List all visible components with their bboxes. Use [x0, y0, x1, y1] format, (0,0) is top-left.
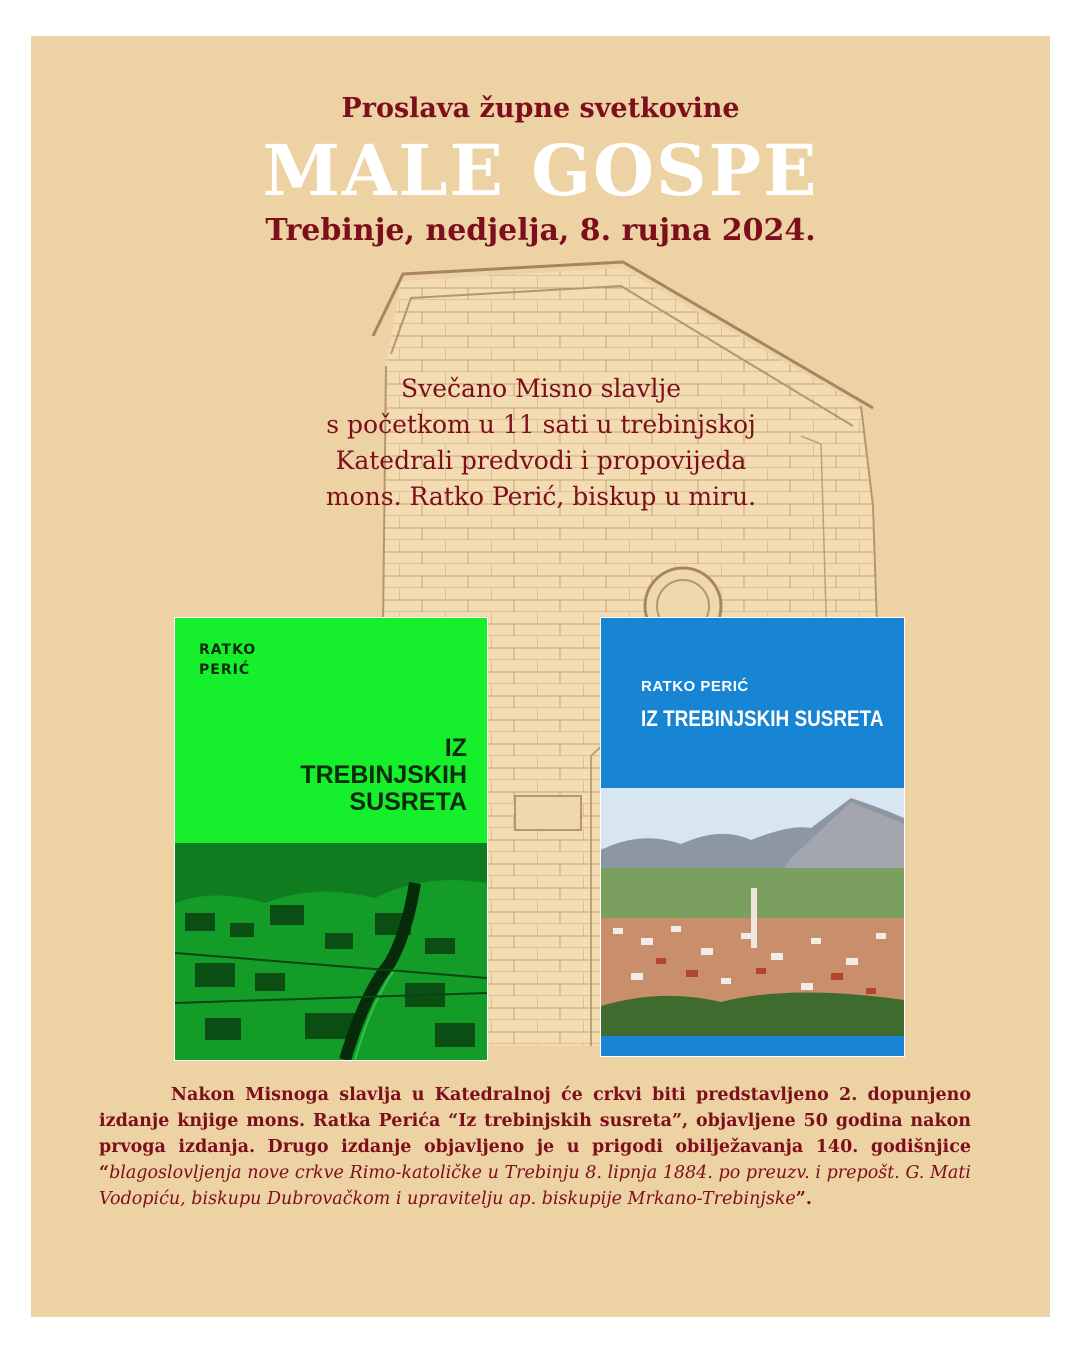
book-first-author-first: RATKO [199, 642, 257, 658]
paragraph-quote: blagoslovljenja nove crkve Rimo-katoličke u Trebinju 8. lipnja 1884. po preuzv. i prepošt. G. Mati Vodopiću, biskupu Dubrovačkom i upravitelju ap. biskupije Mrkano-Trebinjske [99, 1163, 971, 1209]
feast-name: MALE GOSPE [262, 129, 819, 212]
book-cover-second-edition [601, 618, 904, 1056]
paragraph-end: ”. [795, 1189, 812, 1209]
mass-line-2: s početkom u 11 sati u trebinjskoj [326, 410, 756, 439]
book-second-author: RATKO PERIĆ [641, 678, 749, 695]
mass-line-4: mons. Ratko Perić, biskup u miru. [325, 482, 757, 511]
book-first-title-3: SUSRETA [349, 788, 467, 816]
poster [31, 36, 1050, 1317]
book-first-title-2: TREBINJSKIH [300, 761, 467, 789]
book-first-title-1: IZ [444, 734, 467, 762]
book-second-town-photo [601, 788, 904, 1036]
presentation-paragraph [99, 1082, 971, 1212]
book-second-title: IZ TREBINJSKIH SUSRETA [641, 706, 884, 731]
book-first-author [199, 640, 256, 680]
event-date: Trebinje, nedjelja, 8. rujna 2024. [265, 213, 816, 248]
event-title-line: Proslava župne svetkovine [341, 93, 740, 124]
paragraph-text: Nakon Misnoga slavlja u Katedralnoj će crkvi biti predstavljeno 2. dopunjeno izdanje knjige mons. Ratka Perića “Iz trebinjskih susreta”, objavljene 50 godina nakon prvoga izdanja. Drugo izdanje objavljeno je u prigodi obilježavanja 140. godišnjice “ [99, 1085, 971, 1183]
book-first-title [300, 735, 467, 816]
book-cover-first-edition [175, 618, 487, 1060]
mass-line-1: Svečano Misno slavlje [401, 374, 681, 403]
mass-announcement [231, 371, 851, 515]
mass-line-3: Katedrali predvodi i propovijeda [335, 446, 747, 475]
book-first-author-last: PERIĆ [199, 662, 251, 678]
book-first-town-photo [175, 843, 487, 1060]
